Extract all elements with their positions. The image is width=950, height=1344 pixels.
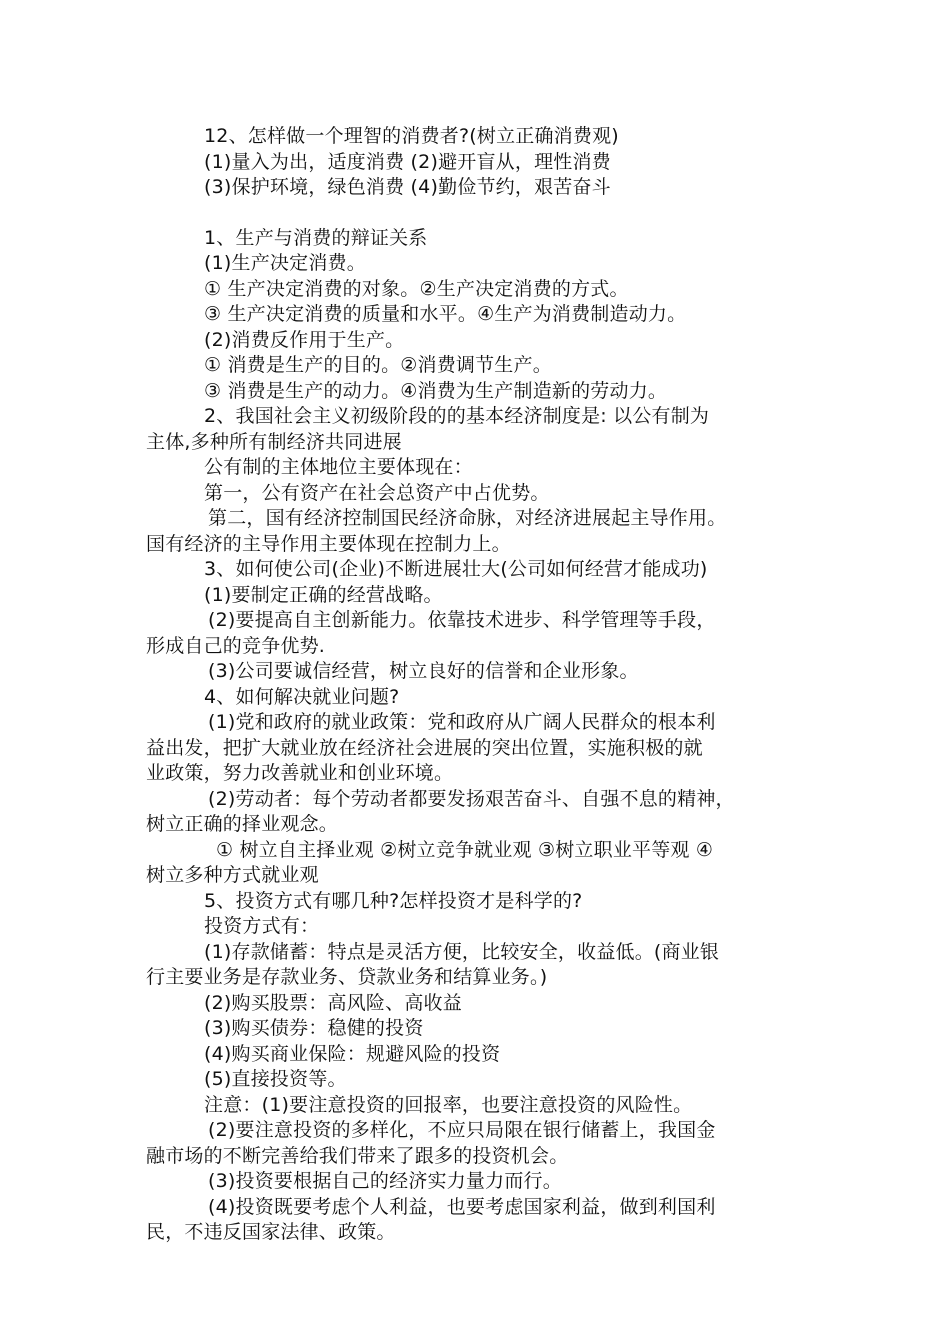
text-line: 公有制的主体地位主要体现在： xyxy=(204,456,473,478)
text-line: 民，不违反国家法律、政策。 xyxy=(146,1221,396,1243)
text-line: (3)保护环境，绿色消费 (4)勤俭节约，艰苦奋斗 xyxy=(204,176,611,198)
text-line: (2)购买股票：高风险、高收益 xyxy=(204,991,462,1014)
heading-q3: 3、如何使公司(企业)不断进展壮大(公司如何经营才能成功) xyxy=(204,558,708,580)
text-line: (2)消费反作用于生产。 xyxy=(204,328,405,351)
text-line: (4)投资既要考虑个人利益，也要考虑国家利益，做到利国利 xyxy=(208,1195,716,1218)
heading-q1: 1、生产与消费的辩证关系 xyxy=(204,226,428,249)
text-line: (1)要制定正确的经营战略。 xyxy=(204,583,443,606)
text-line: ① 树立自主择业观 ②树立竞争就业观 ③树立职业平等观 ④ xyxy=(216,838,714,861)
blank-line xyxy=(146,201,816,226)
heading-q5: 5、投资方式有哪几种?怎样投资才是科学的? xyxy=(204,889,583,912)
heading-q2: 2、我国社会主义初级阶段的的基本经济制度是: 以公有制为 xyxy=(204,405,710,427)
text-line: (5)直接投资等。 xyxy=(204,1068,347,1090)
text-line: (2)要注意投资的多样化，不应只局限在银行储蓄上，我国金 xyxy=(208,1119,716,1141)
text-line: 树立正确的择业观念。 xyxy=(146,813,339,835)
heading-q4: 4、如何解决就业问题? xyxy=(204,685,400,708)
text-line: ① 消费是生产的目的。②消费调节生产。 xyxy=(204,354,552,376)
document-body xyxy=(146,124,816,1246)
text-line: (1)量入为出，适度消费 (2)避开盲从，理性消费 xyxy=(204,150,611,173)
text-line: 形成自己的竞争优势. xyxy=(146,634,326,657)
text-line: 树立多种方式就业观 xyxy=(146,864,319,886)
text-line: 业政策，努力改善就业和创业环境。 xyxy=(146,762,454,784)
text-line: ③ 生产决定消费的质量和水平。④生产为消费制造动力。 xyxy=(204,303,687,325)
text-line: ③ 消费是生产的动力。④消费为生产制造新的劳动力。 xyxy=(204,379,668,402)
text-line: (3)购买债券：稳健的投资 xyxy=(204,1017,424,1039)
text-line: 投资方式有： xyxy=(204,915,320,937)
text-line: 第一，公有资产在社会总资产中占优势。 xyxy=(204,481,550,504)
text-line: (4)购买商业保险：规避风险的投资 xyxy=(204,1042,501,1065)
text-line: (2)劳动者：每个劳动者都要发扬艰苦奋斗、自强不息的精神， xyxy=(208,787,735,810)
heading-q12: 12、怎样做一个理智的消费者?(树立正确消费观) xyxy=(204,125,619,147)
text-line: (1)生产决定消费。 xyxy=(204,252,366,274)
text-line: 第二，国有经济控制国民经济命脉，对经济进展起主导作用。 xyxy=(208,507,727,529)
text-line: (2)要提高自主创新能力。依靠技术进步、科学管理等手段， xyxy=(208,609,716,631)
text-line: (1)党和政府的就业政策：党和政府从广阔人民群众的根本利 xyxy=(208,711,716,733)
text-line: 行主要业务是存款业务、贷款业务和结算业务。) xyxy=(146,966,548,988)
text-line: 注意：(1)要注意投资的回报率，也要注意投资的风险性。 xyxy=(204,1093,693,1116)
text-line: 主体,多种所有制经济共同进展 xyxy=(146,430,402,453)
text-line: (3)投资要根据自己的经济实力量力而行。 xyxy=(208,1170,562,1192)
text-line: 益出发，把扩大就业放在经济社会进展的突出位置，实施积极的就 xyxy=(146,736,703,759)
text-line: 融市场的不断完善给我们带来了跟多的投资机会。 xyxy=(146,1144,569,1167)
text-line: (1)存款储蓄：特点是灵活方便，比较安全，收益低。(商业银 xyxy=(204,940,720,963)
text-line: (3)公司要诚信经营，树立良好的信誉和企业形象。 xyxy=(208,660,639,682)
text-line: ① 生产决定消费的对象。②生产决定消费的方式。 xyxy=(204,277,629,300)
text-line: 国有经济的主导作用主要体现在控制力上。 xyxy=(146,532,511,555)
